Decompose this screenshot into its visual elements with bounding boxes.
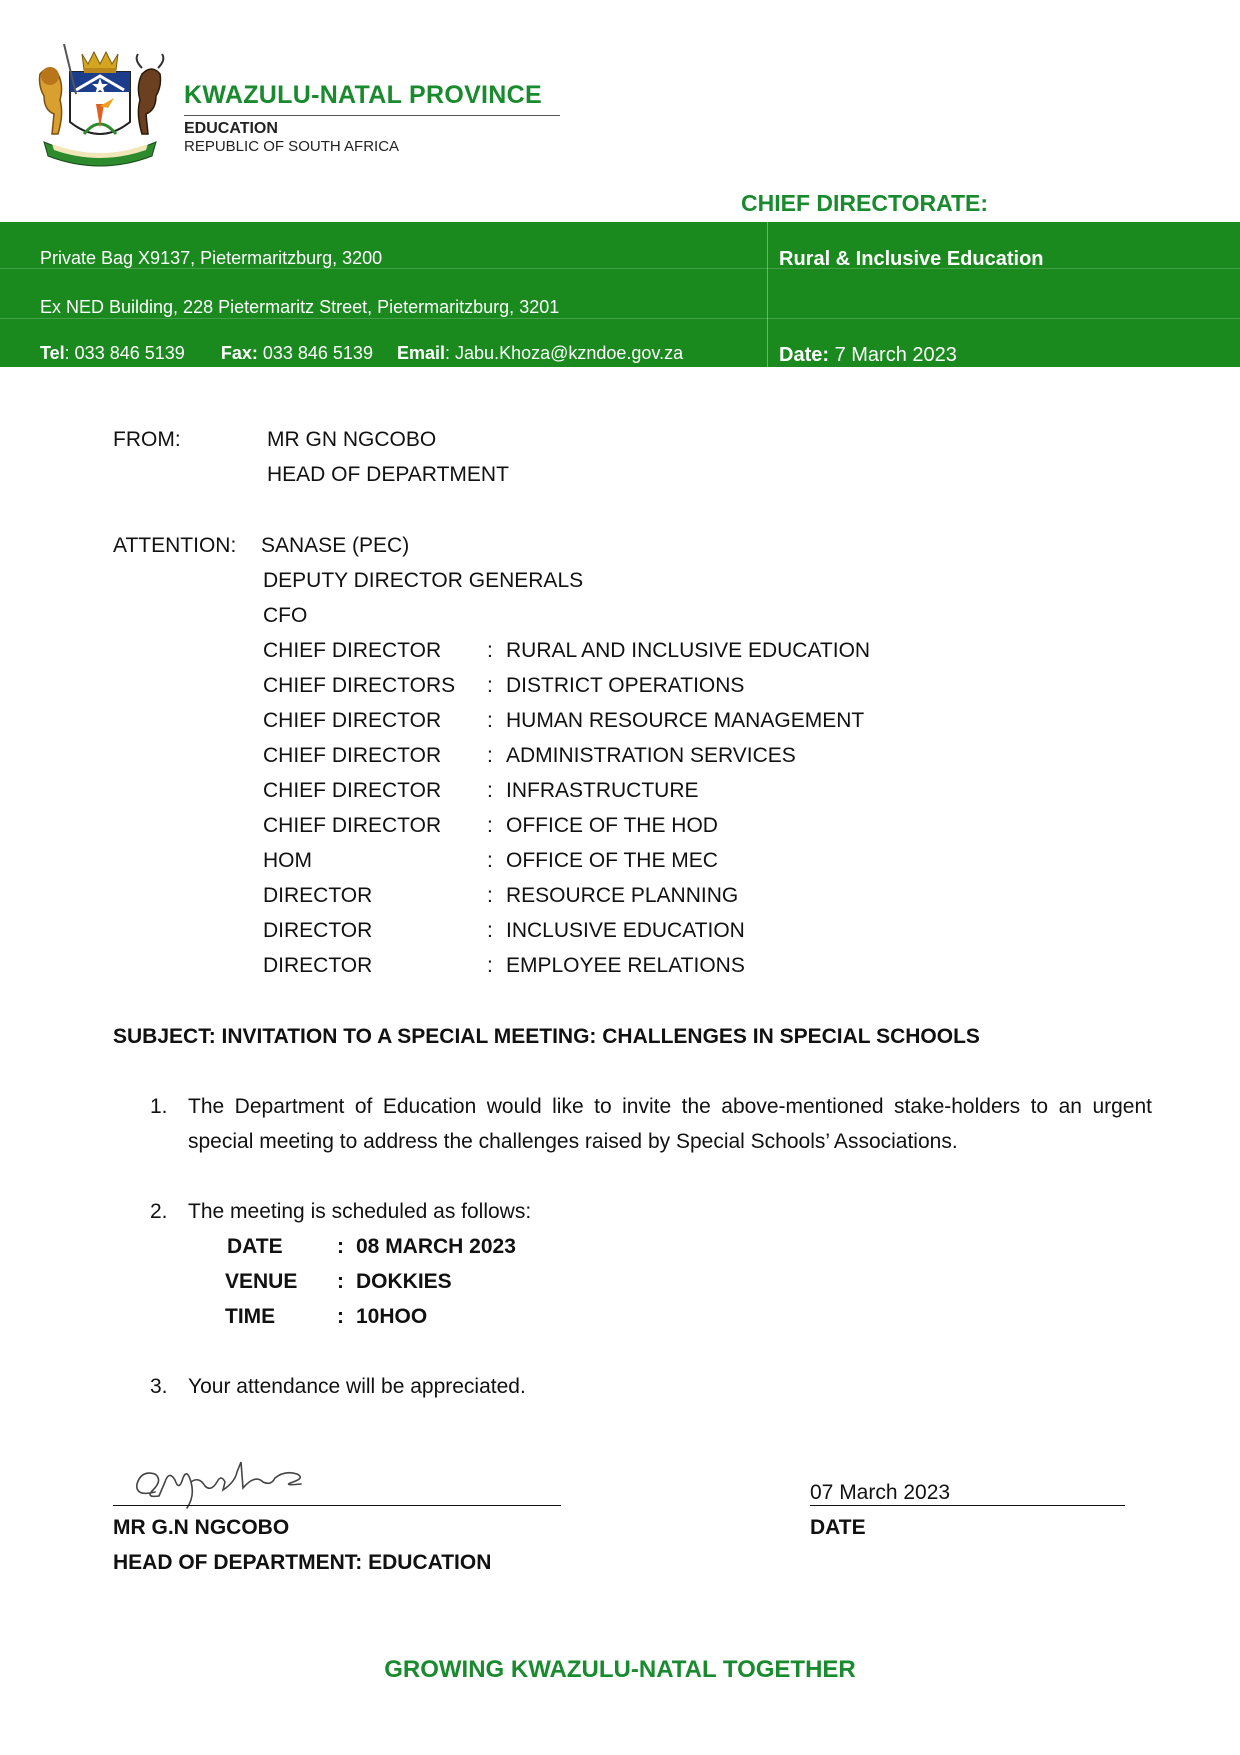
attention-role: CHIEF DIRECTOR xyxy=(263,744,442,767)
schedule-value: 08 MARCH 2023 xyxy=(356,1235,516,1258)
attention-unit: DISTRICT OPERATIONS xyxy=(506,674,745,697)
attention-recipient: SANASE (PEC) xyxy=(261,534,410,557)
attention-role: CHIEF DIRECTOR xyxy=(263,639,442,662)
email-value: : Jabu.Khoza@kzndoe.gov.za xyxy=(445,343,684,363)
attention-role: DIRECTOR xyxy=(263,954,373,977)
attention-role: CHIEF DIRECTOR xyxy=(263,709,442,732)
attention-unit: HUMAN RESOURCE MANAGEMENT xyxy=(506,709,865,732)
attention-separator: : xyxy=(487,849,493,872)
attention-role: CHIEF DIRECTORS xyxy=(263,674,456,697)
band-divider xyxy=(767,222,768,367)
attention-separator: : xyxy=(487,814,493,837)
schedule-separator: : xyxy=(337,1270,344,1293)
attention-unit: INCLUSIVE EDUCATION xyxy=(506,919,745,942)
organisation-country: REPUBLIC OF SOUTH AFRICA xyxy=(184,138,400,155)
attention-unit: EMPLOYEE RELATIONS xyxy=(506,954,745,977)
fax-label: Fax: xyxy=(220,343,258,363)
attention-separator: : xyxy=(487,954,493,977)
from-name: MR GN NGCOBO xyxy=(267,428,437,451)
email-label: Email xyxy=(397,343,446,363)
attention-role: HOM xyxy=(263,849,312,872)
subject-line: SUBJECT: INVITATION TO A SPECIAL MEETING: CHALLENGES IN SPECIAL SCHOOLS xyxy=(113,1025,980,1048)
attention-separator: : xyxy=(487,744,493,767)
attention-unit: ADMINISTRATION SERVICES xyxy=(506,744,796,767)
attention-unit: OFFICE OF THE MEC xyxy=(506,849,718,872)
attention-unit: RURAL AND INCLUSIVE EDUCATION xyxy=(506,639,871,662)
date-line xyxy=(810,1505,1125,1506)
schedule-value: 10HOO xyxy=(356,1305,428,1328)
schedule-label: VENUE xyxy=(225,1270,298,1293)
attention-separator: : xyxy=(487,884,493,907)
schedule-separator: : xyxy=(337,1305,344,1328)
signature-line xyxy=(113,1505,561,1506)
item-number: 2. xyxy=(150,1200,168,1223)
address-line-1: Private Bag X9137, Pietermaritzburg, 3200 xyxy=(40,248,383,268)
organisation-name: KWAZULU-NATAL PROVINCE xyxy=(184,81,542,109)
signature-date-label: DATE xyxy=(810,1516,866,1539)
band-rule xyxy=(0,318,1240,319)
organisation-department: EDUCATION xyxy=(184,120,278,137)
schedule-label: TIME xyxy=(225,1305,276,1328)
letter-date xyxy=(779,344,957,367)
attention-label: ATTENTION: xyxy=(113,534,237,557)
footer-slogan: GROWING KWAZULU-NATAL TOGETHER xyxy=(384,1656,856,1683)
contact-line xyxy=(40,343,683,364)
attention-unit: OFFICE OF THE HOD xyxy=(506,814,718,837)
schedule-value: DOKKIES xyxy=(356,1270,452,1293)
item-text: The meeting is scheduled as follows: xyxy=(188,1200,532,1223)
attention-separator: : xyxy=(487,779,493,802)
item-text: The Department of Education would like to invite the above-mentioned stake-holders to an urgent special meeting to address the challenges raised by Special Schools’ Associations. xyxy=(188,1095,1152,1153)
date-label: Date: xyxy=(779,344,830,366)
directorate-name: Rural & Inclusive Education xyxy=(779,248,1044,270)
signatory-title: HEAD OF DEPARTMENT: EDUCATION xyxy=(113,1551,492,1574)
from-title: HEAD OF DEPARTMENT xyxy=(267,463,509,486)
attention-recipient: CFO xyxy=(263,604,308,627)
chief-directorate-label: CHIEF DIRECTORATE: xyxy=(741,190,989,216)
attention-recipient: DEPUTY DIRECTOR GENERALS xyxy=(263,569,584,592)
attention-unit: RESOURCE PLANNING xyxy=(506,884,739,907)
tel-value: : 033 846 5139 xyxy=(64,343,185,363)
tel-label: Tel xyxy=(40,343,65,363)
date-value: 7 March 2023 xyxy=(829,344,957,366)
schedule-separator: : xyxy=(337,1235,344,1258)
item-text: Your attendance will be appreciated. xyxy=(188,1375,526,1398)
item-number: 1. xyxy=(150,1095,168,1118)
address-line-2: Ex NED Building, 228 Pietermaritz Street, Pietermaritzburg, 3201 xyxy=(40,297,560,317)
signature-date: 07 March 2023 xyxy=(810,1481,951,1504)
fax-value: 033 846 5139 xyxy=(257,343,373,363)
attention-separator: : xyxy=(487,919,493,942)
attention-role: CHIEF DIRECTOR xyxy=(263,779,442,802)
attention-role: CHIEF DIRECTOR xyxy=(263,814,442,837)
attention-role: DIRECTOR xyxy=(263,884,373,907)
kzn-coat-of-arms-logo xyxy=(30,34,170,174)
attention-unit: INFRASTRUCTURE xyxy=(506,779,699,802)
header-divider xyxy=(184,115,560,116)
attention-role: DIRECTOR xyxy=(263,919,373,942)
attention-separator: : xyxy=(487,709,493,732)
attention-separator: : xyxy=(487,674,493,697)
from-label: FROM: xyxy=(113,428,181,451)
signatory-name: MR G.N NGCOBO xyxy=(113,1516,290,1539)
item-number: 3. xyxy=(150,1375,168,1398)
schedule-label: DATE xyxy=(227,1235,283,1258)
attention-separator: : xyxy=(487,639,493,662)
